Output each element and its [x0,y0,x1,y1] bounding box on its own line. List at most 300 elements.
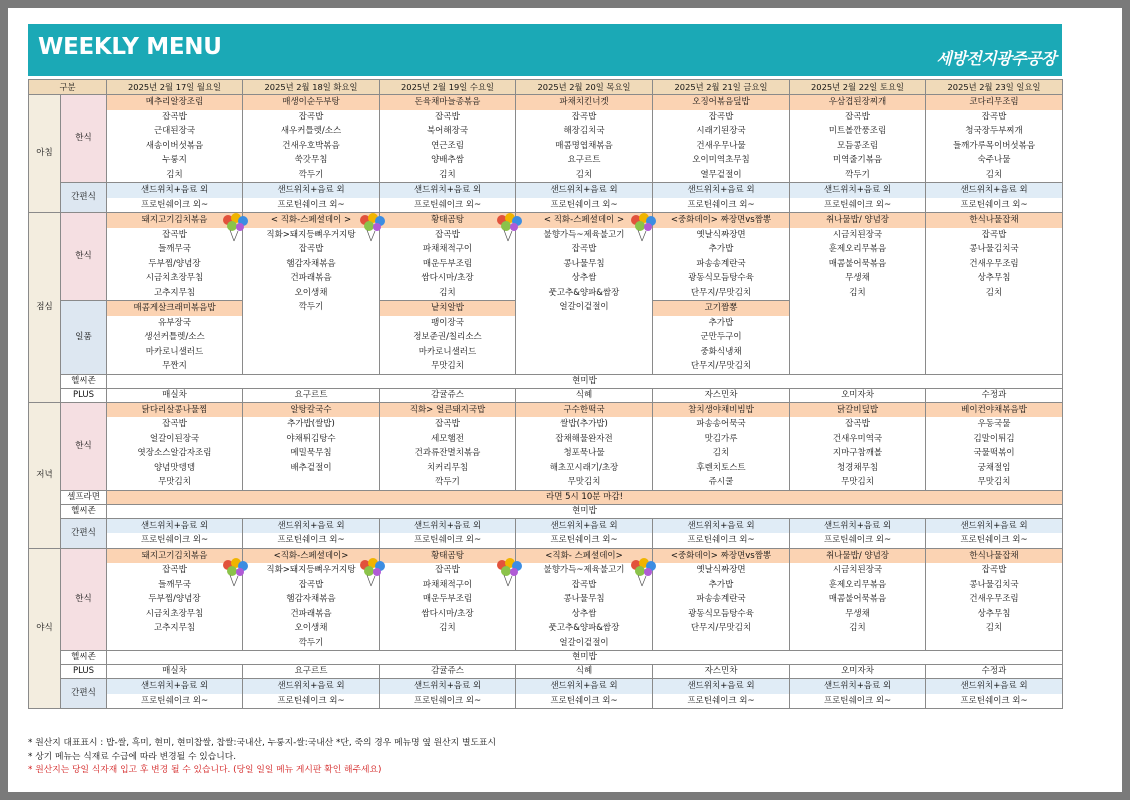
plus-cell: 식혜 [516,665,653,679]
menu-item: 건새우무조림 [969,594,1019,604]
lunch-plus-row [29,388,1063,402]
menu-item: 야채튀김탕수 [286,433,336,444]
snack-item: 샌드위치+음료 외 [926,183,1062,198]
menu-item: 매콤불어묵볶음 [828,258,887,269]
sub-label-snack: 간편식 [61,183,107,213]
menu-item: 근대된장국 [153,126,196,136]
dinner-snack-row [29,518,1063,548]
menu-cell [380,402,516,490]
menu-item: 추가밥 [708,244,734,254]
snack-cell [380,518,516,548]
menu-item: 우동국물 [977,419,1011,429]
plus-cell: 감귤쥬스 [380,388,516,402]
menu-item: 오이미역초무침 [692,155,750,165]
menu-main-dish: < 직화-스페셜데이 > [243,213,379,228]
snack-item: 샌드위치+음료 외 [380,519,515,534]
menu-cell [653,301,790,375]
sub-label-health: 헬씨존 [61,374,107,388]
menu-item: 불향가득~제육불고기 [543,229,625,240]
menu-item: 매운두부조림 [422,258,473,269]
day-header: 2025년 2월 18일 화요일 [243,80,380,95]
snack-item: 샌드위치+음료 외 [516,679,652,694]
menu-item: 콩나물무침 [563,258,605,269]
menu-item: 콩나물김치국 [969,244,1019,254]
menu-item: 훈제오리무볶음 [828,579,887,590]
menu-item: 김말이튀김 [973,433,1015,444]
snack-cell [243,518,380,548]
breakfast-korean-row [29,95,1063,183]
menu-item: 두부찜/양념장 [148,258,201,269]
plus-cell: 자스민차 [653,388,790,402]
menu-item: 쌀밥(추가밥) [560,419,608,429]
day-header: 2025년 2월 23일 일요일 [926,80,1063,95]
snack-item: 프로틴쉐이크 외~ [653,533,789,548]
menu-item: 매콤불어묵볶음 [828,594,887,604]
self-ramen-cell: 라면 5시 10분 마감! [107,490,1063,504]
menu-item: 요구르트 [567,155,601,165]
menu-main-dish: 직화> 얼큰돼지국밥 [380,403,515,418]
menu-item: 시금치된장국 [832,229,883,240]
menu-item: 메밀묵무침 [290,448,332,458]
menu-item: 옛날식짜장면 [696,565,746,575]
menu-main-dish: 돼지고기김치볶음 [107,213,242,228]
menu-item: 해장김치국 [563,126,605,136]
menu-item: 건파래볶음 [290,608,332,619]
snack-cell [107,679,243,709]
menu-item: 시래기된장국 [696,126,746,136]
menu-main-dish: <중화데이> 짜장면vs짬뽕 [653,549,789,564]
health-cell: 현미밥 [107,504,1063,518]
menu-cell [107,95,243,183]
menu-item: 중화식냉채 [700,346,742,357]
plus-cell: 수정과 [926,388,1063,402]
title-banner [28,24,1062,76]
snack-cell [516,518,653,548]
snack-item: 샌드위치+음료 외 [653,183,789,198]
menu-item: 후렌치토스트 [696,462,746,473]
note-origin: * 원산지 대표표시 : 밥-쌀, 흑미, 현미, 현미찹쌀, 찹쌀:국내산, 누룽지-쌀:국내산 *단, 죽의 경우 메뉴명 옆 원산지 별도표시 [28,738,496,748]
menu-item: 김치 [985,169,1003,180]
menu-item: 잡곡밥 [162,111,187,122]
menu-item: 잡곡밥 [298,579,324,590]
sub-label-korean: 한식 [61,548,107,651]
menu-item: 매운두부조림 [422,594,473,604]
menu-item: 쥬시쿨 [708,477,734,487]
snack-cell [926,679,1063,709]
header-row [29,80,1063,95]
menu-item: 청경채무침 [836,462,879,473]
snack-item: 샌드위치+음료 외 [516,519,652,534]
sub-label-korean: 한식 [61,213,107,301]
menu-item: 깍두기 [845,169,870,180]
snack-cell [653,183,790,213]
snack-item: 샌드위치+음료 외 [653,519,789,534]
dinner-health-row [29,504,1063,518]
menu-item: 미역줄기볶음 [832,155,883,165]
menu-item: 연근조림 [431,140,464,151]
menu-main-dish: 고기짬뽕 [653,301,789,316]
plus-cell: 자스민차 [653,665,790,679]
menu-item: 김치 [439,623,456,633]
snack-item: 샌드위치+음료 외 [243,183,379,198]
lunch-health-row [29,374,1063,388]
menu-item: 무맛김치 [158,477,191,487]
snack-item: 프로틴쉐이크 외~ [380,694,515,709]
day-header: 2025년 2월 17일 월요일 [107,80,243,95]
menu-item: 배추겉절이 [290,462,332,473]
menu-main-dish: 메추리알장조림 [107,95,242,110]
menu-item: 무생채 [845,273,870,283]
menu-item: 새송이버섯볶음 [145,140,204,151]
menu-item: 잡곡밥 [571,579,597,590]
snack-cell [107,183,243,213]
menu-item: 잡곡밥 [435,419,460,429]
menu-item: 유부장국 [158,317,191,328]
menu-item: 오이생채 [294,287,328,298]
snack-item: 샌드위치+음료 외 [790,183,925,198]
snack-item: 샌드위치+음료 외 [926,519,1062,534]
balloons-icon [492,557,526,587]
menu-item: 얼갈이된장국 [149,433,200,444]
menu-item: 얼갈이겉절이 [559,302,609,312]
menu-main-dish: 베이컨야채볶음밥 [926,403,1062,418]
snack-cell [790,679,926,709]
menu-item: 추가밥 [708,317,734,328]
menu-item: 누룽지 [162,155,187,165]
menu-item: 쑥갓무침 [294,155,328,165]
snack-item: 샌드위치+음료 외 [790,519,925,534]
snack-item: 프로틴쉐이크 외~ [926,533,1062,548]
sub-label-korean: 한식 [61,95,107,183]
menu-item: 시금치초장무침 [145,608,204,619]
menu-item: 깍두기 [298,302,324,312]
menu-item: 들깨무국 [158,244,191,254]
corner-label: 구분 [29,80,107,95]
meal-label-dinner: 저녁 [29,402,61,548]
menu-cell [926,95,1063,183]
menu-item: 시금치된장국 [832,565,883,575]
meal-label-breakfast: 아침 [29,95,61,213]
menu-item: 생선커틀렛/소스 [144,332,205,342]
snack-item: 프로틴쉐이크 외~ [107,198,242,213]
snack-item: 프로틴쉐이크 외~ [107,533,242,548]
menu-cell [243,95,380,183]
menu-main-dish: 닭다리살콩나물찜 [107,403,242,418]
plus-cell: 오미자차 [790,665,926,679]
snack-item: 프로틴쉐이크 외~ [380,533,515,548]
menu-item: 추가밥 [708,579,734,590]
menu-item: 김치 [439,169,456,180]
company-name: 세방전지광주공장 [936,49,1056,68]
menu-main-dish: 취나물밥/ 양념장 [790,213,925,228]
snack-cell [653,518,790,548]
menu-cell [107,402,243,490]
dinner-self-row [29,490,1063,504]
menu-item: 잡채해물완자전 [555,433,613,444]
balloons-icon [218,557,252,587]
menu-cell [653,213,790,301]
sub-label-snack: 간편식 [61,518,107,548]
menu-cell [107,301,243,375]
menu-item: 지마구참깨볼 [832,448,883,458]
menu-item: 깍두기 [435,477,460,487]
day-header: 2025년 2월 22일 토요일 [790,80,926,95]
menu-item: 김치 [985,623,1003,633]
snack-item: 샌드위치+음료 외 [790,679,925,694]
sub-label-plus: PLUS [61,665,107,679]
menu-item: 깍두기 [298,637,324,648]
menu-item: 잡곡밥 [708,111,734,122]
menu-item: 잡곡밥 [162,229,187,240]
night-korean-row [29,548,1063,651]
snack-cell [653,679,790,709]
lunch-korean-row [29,213,1063,301]
snack-item: 샌드위치+음료 외 [107,519,242,534]
menu-item: 쌈다시마/초장 [421,273,474,283]
sub-label-health: 헬씨존 [61,651,107,665]
menu-item: 팽이장국 [431,317,464,328]
day-header: 2025년 2월 20일 목요일 [516,80,653,95]
menu-cell [516,402,653,490]
menu-cell [926,213,1063,375]
menu-item: 깍두기 [298,169,324,180]
night-snack-row [29,679,1063,709]
menu-item: 청포묵나물 [563,448,605,458]
snack-item: 프로틴쉐이크 외~ [380,198,515,213]
menu-item: 잡곡밥 [435,229,460,240]
snack-item: 프로틴쉐이크 외~ [926,198,1062,213]
menu-item: 잡곡밥 [571,111,597,122]
menu-item: 궁채절임 [977,462,1011,473]
snack-cell [926,518,1063,548]
menu-main-dish: 참치생야채비빔밥 [653,403,789,418]
menu-item: 해초꼬시래기/초장 [549,462,619,473]
menu-item: 파송송어묵국 [696,419,746,429]
snack-item: 프로틴쉐이크 외~ [107,694,242,709]
menu-main-dish: 코다리무조림 [926,95,1062,110]
menu-main-dish: 낱치알밥 [380,301,515,316]
menu-item: 풋고추&양파&쌈장 [548,623,620,633]
menu-item: 단무지/무맛김치 [690,361,752,371]
menu-item: 미트볼깐풍조림 [828,126,887,136]
menu-item: 파송송계란국 [696,258,746,269]
snack-cell [243,183,380,213]
balloons-icon [355,557,389,587]
snack-cell [243,679,380,709]
plus-cell: 요구르트 [243,388,380,402]
menu-cell [653,548,790,651]
balloons-icon [355,212,389,242]
plus-cell: 식혜 [516,388,653,402]
balloons-icon [626,557,660,587]
menu-item: 들깨무국 [158,579,191,590]
sub-label-self: 셀프라면 [61,490,107,504]
menu-item: 무맛김치 [841,477,874,487]
balloons-icon [626,212,660,242]
menu-item: 잡곡밥 [845,419,870,429]
menu-item: 김치 [849,623,866,633]
menu-item: 잡곡밥 [298,111,324,122]
snack-cell [926,183,1063,213]
plus-cell: 매실차 [107,388,243,402]
balloons-icon [492,212,526,242]
menu-cell [790,402,926,490]
menu-item: 훈제오리무볶음 [828,244,887,254]
menu-item: 직화>돼지등뼈우거지탕 [266,229,356,240]
menu-item: 파채채적구이 [422,579,473,590]
menu-item: 건새우무나물 [696,140,746,151]
breakfast-snack-row [29,183,1063,213]
snack-item: 프로틴쉐이크 외~ [790,694,925,709]
menu-item: 쌈다시마/초장 [421,608,474,619]
snack-item: 프로틴쉐이크 외~ [790,198,925,213]
snack-item: 샌드위치+음료 외 [107,679,242,694]
menu-cell [380,301,516,375]
menu-item: 오이생채 [294,623,328,633]
menu-item: 잡곡밥 [162,419,187,429]
snack-item: 프로틴쉐이크 외~ [790,533,925,548]
snack-cell [790,518,926,548]
menu-item: 건새우무조림 [969,258,1019,269]
note-change: * 상기 메뉴는 식재료 수급에 따라 변경될 수 있습니다. [28,751,237,762]
day-header: 2025년 2월 21일 금요일 [653,80,790,95]
menu-item: 상추쌈 [571,608,597,619]
menu-main-dish: 돈육채마늘종볶음 [380,95,515,110]
snack-item: 샌드위치+음료 외 [926,679,1062,694]
menu-item: 양배추쌈 [431,155,464,165]
menu-item: 상추무침 [977,273,1011,283]
snack-cell [107,518,243,548]
menu-main-dish: 우삼겹된장찌개 [790,95,925,110]
menu-item: 직화>돼지등뼈우거지탕 [266,565,356,575]
footnotes [28,737,496,778]
menu-item: 맛김가루 [704,433,738,444]
snack-item: 샌드위치+음료 외 [516,183,652,198]
menu-item: 광동식모듬탕수육 [688,273,754,283]
menu-item: 콩나물김치국 [969,579,1019,590]
menu-main-dish: 오징어볶음덮밥 [653,95,789,110]
snack-item: 샌드위치+음료 외 [107,183,242,198]
menu-main-dish: 한식나물잡채 [926,549,1062,564]
sub-label-snack: 간편식 [61,679,107,709]
menu-item: 건과류잔멸치볶음 [414,448,481,458]
menu-item: 잡곡밥 [981,565,1007,575]
snack-item: 프로틴쉐이크 외~ [653,694,789,709]
menu-item: 마카로니샐러드 [418,346,477,357]
menu-item: 파채채적구이 [422,244,473,254]
menu-item: 엿장소스알감자조림 [137,448,212,458]
menu-item: 잡곡밥 [298,244,324,254]
page-title: WEEKLY MENU [38,34,222,60]
weekly-menu-table [28,79,1063,709]
snack-item: 샌드위치+음료 외 [653,679,789,694]
menu-item: 잡곡밥 [981,229,1007,240]
menu-cell [653,402,790,490]
menu-cell [653,95,790,183]
menu-cell [926,402,1063,490]
menu-cell [516,95,653,183]
snack-item: 프로틴쉐이크 외~ [926,694,1062,709]
menu-item: 마카로니샐러드 [145,346,204,357]
snack-cell [516,679,653,709]
menu-item: 양념맛뎅뎅 [153,462,196,473]
menu-item: 김치 [575,169,593,180]
menu-main-dish: <직화- 스페셜데이> [516,549,652,564]
snack-cell [790,183,926,213]
menu-item: 치커리무침 [426,462,469,473]
sub-label-korean: 한식 [61,402,107,490]
snack-item: 프로틴쉐이크 외~ [516,533,652,548]
snack-cell [516,183,653,213]
menu-item: 상추무침 [977,608,1011,619]
menu-item: 고추지무침 [153,287,196,298]
meal-label-night: 야식 [29,548,61,709]
plus-cell: 감귤쥬스 [380,665,516,679]
sub-label-plus: PLUS [61,388,107,402]
menu-item: 광동식모듬탕수육 [688,608,754,619]
menu-main-dish: 알탕칼국수 [243,403,379,418]
snack-item: 샌드위치+음료 외 [380,679,515,694]
menu-item: 김치 [849,287,866,298]
menu-item: 파송송계란국 [696,594,746,604]
menu-cell [926,548,1063,651]
menu-main-dish: 황태곰탕 [380,213,515,228]
menu-item: 햄감자채볶음 [286,594,336,604]
sub-label-health: 헬씨존 [61,504,107,518]
menu-item: 고추지무침 [153,623,196,633]
menu-main-dish: 파채치킨너겟 [516,95,652,110]
menu-item: 국물떡볶이 [973,448,1015,458]
snack-item: 프로틴쉐이크 외~ [243,533,379,548]
menu-main-dish: < 직화-스페셜데이 > [516,213,652,228]
menu-main-dish: 황태곰탕 [380,549,515,564]
plus-cell: 매실차 [107,665,243,679]
menu-item: 옛날식짜장면 [696,229,746,240]
menu-main-dish: 닭갈비덮밥 [790,403,925,418]
menu-item: 북어해장국 [426,126,469,136]
snack-item: 샌드위치+음료 외 [380,183,515,198]
menu-item: 김치 [985,287,1003,298]
menu-item: 열무겉절이 [700,169,742,180]
menu-item: 정보준권/칠리소스 [413,332,482,342]
snack-item: 프로틴쉐이크 외~ [653,198,789,213]
menu-item: 건새우미역국 [832,433,883,444]
snack-item: 프로틴쉐이크 외~ [243,198,379,213]
health-cell: 현미밥 [107,374,1063,388]
menu-item: 김치 [712,448,730,458]
health-cell: 현미밥 [107,651,1063,665]
snack-cell [380,679,516,709]
menu-item: 잡곡밥 [571,244,597,254]
snack-item: 프로틴쉐이크 외~ [516,198,652,213]
menu-cell [243,402,380,490]
menu-item: 잡곡밥 [845,111,870,122]
menu-item: 무맛김치 [431,361,464,371]
menu-item: 들깨가루목이버섯볶음 [952,140,1036,151]
menu-item: 숙주나물 [977,155,1011,165]
meal-label-lunch: 점심 [29,213,61,403]
plus-cell: 수정과 [926,665,1063,679]
menu-item: 김치 [439,287,456,298]
menu-item: 얼갈이겉절이 [559,637,609,648]
menu-item: 세모햄전 [431,433,464,444]
snack-item: 프로틴쉐이크 외~ [516,694,652,709]
menu-cell [790,95,926,183]
menu-item: 단무지/무맛김치 [690,623,752,633]
menu-main-dish: <직화-스페셜데이> [243,549,379,564]
menu-cell [790,548,926,651]
menu-item: 잡곡밥 [435,565,460,575]
